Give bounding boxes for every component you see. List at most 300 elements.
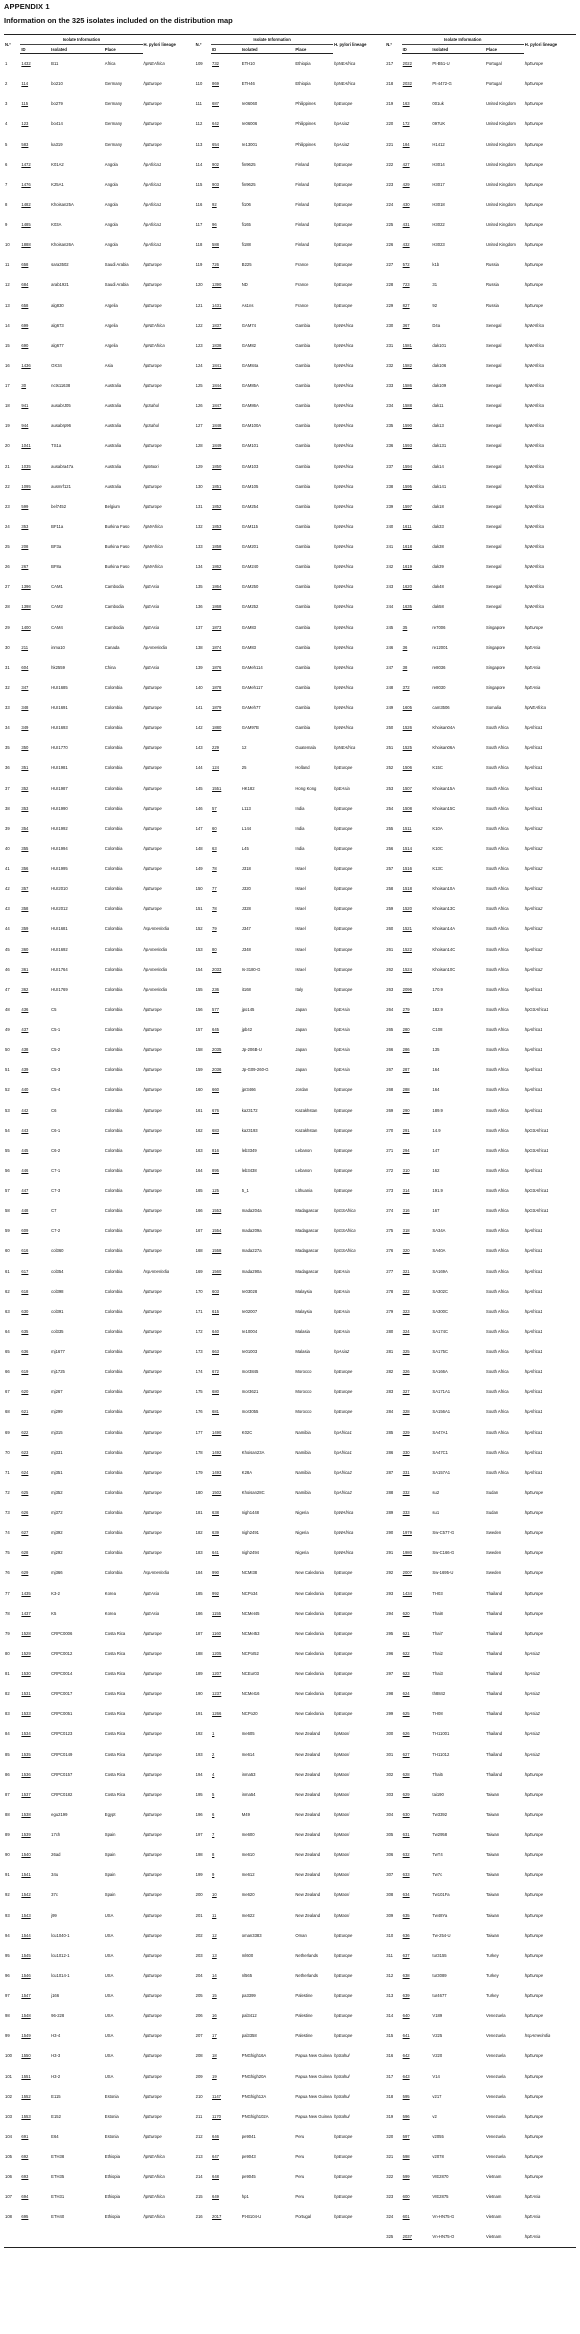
isolate-lineage: hpEurope [143,1550,162,1556]
isolate-lineage: hpEurope [524,1791,543,1797]
isolate-place: USA [104,2073,114,2079]
table-row [4,396,576,416]
isolate-place: Angola [104,161,118,167]
isolate-number: 234 [386,403,394,409]
isolate-name: GAM100A [241,423,262,429]
isolate-lineage: hpEurope [334,201,353,207]
table-row [4,758,576,778]
isolate-lineage: hpWAfrica [334,443,354,449]
isolate-number: 95 [5,1952,10,1958]
isolate-name: bo279 [51,101,63,107]
isolate-name [50,2227,104,2247]
isolate-name: tur3155 [432,1952,447,1958]
isolate-place: Colombia [104,745,123,751]
isolate-lineage: hpSahul [334,2113,350,2119]
isolate-name: dak14 [432,463,444,469]
isolate-lineage: hpEurope [143,1147,162,1153]
isolate-place: USA [104,1932,114,1938]
isolate-place: New Zealand [295,1731,321,1737]
table-row [4,1402,576,1422]
isolate-number: 164 [195,1167,203,1173]
isolate-lineage: hpWAfrica [334,644,354,650]
isolate-number: 147 [195,825,203,831]
isolate-name: v217 [432,2093,442,2099]
isolate-id: 1868 [212,604,222,610]
isolate-lineage: hpEurope [143,705,162,711]
isolate-id: 1437 [21,1610,31,1616]
isolate-id: 902 [212,161,219,167]
isolate-id: 2032 [402,81,412,87]
isolate-place: Taiwan [486,1872,500,1878]
isolate-place: Senegal [486,544,502,550]
isolate-id: 325 [402,1349,410,1355]
isolate-number: 37 [5,785,10,791]
isolate-name: HUI1994 [51,845,68,851]
isolate-lineage: hpEurope [143,1952,162,1958]
isolate-id: 1537 [21,1791,31,1797]
isolate-place: China [104,664,116,670]
isolate-number: 103 [5,2113,12,2119]
isolate-id: 360 [21,946,29,952]
isolate-number: 61 [5,1268,10,1274]
isolate-lineage: hpEAsia [143,664,160,670]
isolate-place: Senegal [486,564,502,570]
isolate-id: 438 [21,1047,29,1053]
isolate-id: 2096 [402,986,412,992]
isolate-lineage: hpAfrica2 [524,886,543,892]
isolate-number: 169 [195,1268,203,1274]
isolate-id: 627 [21,1530,29,1536]
isolate-place: Philippines [295,141,316,147]
isolate-name: mj1677 [51,1349,65,1355]
isolate-number: 188 [195,1650,203,1656]
isolate-id: 1398 [21,604,31,610]
isolate-id: 640 [402,2013,410,2019]
isolate-lineage: hpEurope [143,725,162,731]
table-row [4,577,576,597]
isolate-lineage: hpAfrica1 [524,1067,543,1073]
isolate-name: HK182 [241,785,255,791]
isolate-id: 577 [212,1006,219,1012]
isolate-id: 635 [21,1328,29,1334]
isolate-name: C7-3 [51,1188,61,1194]
isolate-lineage: hpAfrica1 [524,1409,543,1415]
isolate-lineage: hpEurope [143,2073,162,2079]
isolate-id: 676 [212,1107,219,1113]
isolate-lineage: hpAfrica1 [524,1288,543,1294]
isolate-lineage: hpWAfrica [524,544,544,550]
isolate-name: mada204a [241,1208,262,1214]
isolate-place: Senegal [486,362,502,368]
isolate-lineage: hpEurope [143,141,162,147]
isolate-lineage: hpWAfrica [524,342,544,348]
isolate-number: 108 [5,2214,12,2220]
table-row [4,1382,576,1402]
table-row [4,1865,576,1885]
isolate-name: Sw-C166-G [432,1550,455,1556]
isolate-number: 214 [195,2174,203,2180]
isolate-name: HUI1769 [51,986,68,992]
isolate-number: 245 [386,624,394,630]
isolate-number: 312 [386,1972,394,1978]
isolate-id: 328 [402,1409,410,1415]
isolate-id: 2035 [212,1047,222,1053]
isolate-name: TwT4 [432,1852,443,1858]
isolate-place: Colombia [104,1389,123,1395]
isolate-id: 681 [212,1409,219,1415]
isolate-name: Tw48Ya [432,1912,448,1918]
isolate-number: 180 [195,1489,203,1495]
isolate-id: 15 [212,1993,217,1999]
table-header [4,35,576,54]
isolate-number: 134 [195,564,203,570]
isolate-lineage: hpAsia2 [524,1691,540,1697]
table-row [4,999,576,1019]
table-row [4,255,576,275]
isolate-place: Taiwan [486,1832,500,1838]
isolate-place: New Caledonia [295,1610,324,1616]
isolate-name: 191.9 [432,1188,443,1194]
isolate-name: j166 [51,1993,60,1999]
isolate-name: mj352 [51,1489,63,1495]
isolate-id: 4 [212,1771,215,1777]
isolate-name: dak106 [432,362,447,368]
isolate-place: Gambia [295,423,311,429]
table-row [4,778,576,798]
isolate-place: France [295,302,309,308]
isolate-lineage: hpMaori [334,1832,350,1838]
isolate-name: jpb42 [241,1027,253,1033]
isolate-id: 603 [212,1288,219,1294]
isolate-id: 1879 [212,705,222,711]
isolate-number: 123 [195,342,203,348]
isolate-lineage: hpNEAfrica [143,2174,165,2180]
isolate-place: Senegal [486,403,502,409]
isolate-lineage: hpEurope [334,1972,353,1978]
isolate-id: 663 [212,1349,219,1355]
isolate-number: 199 [195,1872,203,1878]
isolate-place: Cambodia [104,604,124,610]
isolate-place: Japan [295,1006,307,1012]
isolate-id: 1041 [21,443,31,449]
isolate-number: 44 [5,926,10,932]
isolate-name: NCPo34 [241,1590,258,1596]
isolate-name: Khoisan14A [432,926,455,932]
isolate-lineage: hpWAfrica [524,322,544,328]
isolate-name: C6-1 [51,1127,61,1133]
isolate-id: 1874 [212,644,222,650]
header-id: ID [402,45,432,54]
isolate-name: v2055 [432,2133,444,2139]
isolate-number: 309 [386,1912,394,1918]
isolate-id: 2022 [402,61,412,67]
isolate-id: 236 [212,986,219,992]
isolate-name: C6-2 [51,1147,61,1153]
isolate-id: 1553 [212,1208,222,1214]
isolate-place: Colombia [104,1288,123,1294]
isolate-lineage: hpAfrica2 [334,1489,352,1495]
isolate-id: 1531 [21,1691,31,1697]
isolate-name: tai190 [432,1791,444,1797]
isolate-name: dak13 [432,423,444,429]
isolate-lineage: hpEurope [143,503,162,509]
isolate-lineage: hpEurope [524,201,543,207]
isolate-place: Australia [104,383,122,389]
isolate-lineage: hpEurope [143,1811,162,1817]
isolate-id: 1542 [21,1892,31,1898]
isolate-id: 672 [212,1369,219,1375]
isolate-number: 276 [386,1248,394,1254]
isolate-place: New Zealand [295,1872,321,1878]
isolate-name: GAM252 [241,604,259,610]
isolate-number: 281 [386,1349,394,1355]
isolate-place: Costa Rica [104,1671,126,1677]
isolate-id: 1534 [21,1731,31,1737]
isolate-name: C7 [51,1208,57,1214]
isolate-lineage: hpEurope [524,1892,543,1898]
isolate-name: Sw-C577-G [432,1530,455,1536]
isolate-lineage: hpWAfrica [334,564,354,570]
header-no: N.º [195,35,211,54]
isolate-id: 291 [402,1127,410,1133]
isolate-lineage: hpEurope [524,61,543,67]
isolate-number: 145 [195,785,203,791]
isolate-lineage: hpEurope [334,1711,353,1717]
isolate-name: fin9625 [241,181,256,187]
header-place: Place [485,45,524,54]
isolate-lineage: hpWAfrica [334,342,354,348]
isolate-id: 2017 [212,2214,222,2220]
isolate-name: mj1725 [51,1369,65,1375]
isolate-id: 18 [212,2053,217,2059]
isolate-lineage: hpEurope [334,845,353,851]
isolate-name: pal3358 [241,2033,257,2039]
isolate-name: Thai7 [432,1630,443,1636]
isolate-place: Gambia [295,725,311,731]
isolate-name: PNGhigh20A [241,2073,267,2079]
isolate-id: 869 [212,81,219,87]
isolate-name: SA156A1 [432,1409,451,1415]
isolate-id: 1529 [21,1650,31,1656]
isolate-lineage: hpEurope [334,805,353,811]
isolate-name: J328 [241,906,251,912]
isolate-lineage: hpWAfrica [334,684,354,690]
isolate-lineage: hpAsia2 [524,1731,540,1737]
isolate-number: 278 [386,1288,394,1294]
isolate-id: 1888 [21,242,31,248]
isolate-place: Taiwan [486,1932,500,1938]
table-row [4,1120,576,1140]
table-row [4,1945,576,1965]
isolate-number: 293 [386,1590,394,1596]
table-row [4,1664,576,1684]
isolate-place: South Africa [486,825,509,831]
isolate-lineage: hpEurope [143,81,162,87]
isolate-number: 177 [195,1429,203,1435]
isolate-lineage: hpMaori [334,1892,350,1898]
isolate-place: Colombia [104,1469,123,1475]
isolate-name: NCEur03 [241,1671,260,1677]
isolate-place: Malaysia [295,1288,312,1294]
isolate-lineage: hpNEAfrica [143,2214,165,2220]
isolate-lineage: hpEurope [334,2033,353,2039]
isolate-place: Angola [104,181,118,187]
isolate-id: 595 [402,2093,410,2099]
isolate-name: HUI1681 [51,926,68,932]
isolate-id: 1490 [212,1429,222,1435]
isolate-lineage: hpEurope [143,1972,162,1978]
isolate-id: 1838 [212,342,222,348]
isolate-place: Colombia [104,1188,123,1194]
isolate-id: 631 [402,1832,410,1838]
isolate-lineage: hpEurope [334,926,353,932]
isolate-name: SA174C [432,1328,449,1334]
isolate-id: 1482 [21,201,31,207]
isolate-number: 239 [386,503,394,509]
isolate-number: 48 [5,1006,10,1012]
isolate-number: 82 [5,1691,10,1697]
isolate-name: pa3399 [241,1993,256,1999]
isolate-id: 348 [21,705,29,711]
isolate-name: ETH10 [241,61,255,67]
isolate-number: 13 [5,302,10,308]
isolate-id: 358 [21,906,29,912]
isolate-number: 14 [5,322,10,328]
isolate-number: 317 [386,2073,394,2079]
isolate-lineage: hpAfrica1 [524,725,543,731]
isolate-place: Colombia [104,886,123,892]
isolate-place: Colombia [104,1409,123,1415]
isolate-name: jpr3466 [241,1087,256,1093]
table-row [4,1301,576,1321]
isolate-number: 143 [195,745,203,751]
isolate-number: 244 [386,604,394,610]
isolate-number: 295 [386,1630,394,1636]
isolate-id: 1095 [21,483,31,489]
isolate-place: Saudi Arabia [104,282,129,288]
isolate-name: As1ns [241,302,254,308]
isolate-id: 660 [212,1087,219,1093]
isolate-number: 51 [5,1067,10,1073]
isolate-place: South Africa [486,966,509,972]
isolate-lineage: hpEurope [524,2113,543,2119]
isolate-number: 264 [386,1006,394,1012]
isolate-number: 1 [5,61,8,67]
isolate-number: 101 [5,2073,12,2079]
isolate-name: K28A [241,1469,253,1475]
isolate-id: 1506 [402,765,412,771]
isolate-lineage: hpWAfrica [334,725,354,731]
isolate-name: oman3383 [241,1932,262,1938]
isolate-id: 19 [212,2073,217,2079]
isolate-number: 131 [195,503,203,509]
isolate-name: mor3055 [241,1409,259,1415]
isolate-id: 680 [212,1389,219,1395]
isolate-number: 211 [195,2113,203,2119]
isolate-name: K01A2 [51,161,64,167]
isolate-number: 41 [5,866,10,872]
isolate-name: dak48 [432,584,444,590]
isolate-place: Canada [104,644,120,650]
isolate-number: 113 [195,141,203,147]
isolate-place: France [295,262,309,268]
isolate-place: South Africa [486,1469,509,1475]
isolate-lineage: hpEAsia [524,644,541,650]
isolate-name: dak38 [432,544,444,550]
isolate-lineage: hpEurope [143,1349,162,1355]
isolate-id: 353 [21,805,29,811]
isolate-name: H3017 [432,181,445,187]
isolate-number: 288 [386,1489,394,1495]
isolate-id: 1594 [402,463,412,469]
isolate-place: Malasia [295,1349,310,1355]
isolate-number: 159 [195,1067,203,1073]
isolate-id: 10 [212,1892,217,1898]
isolate-number: 205 [195,1993,203,1999]
isolate-lineage: hpAfrica1 [334,1429,352,1435]
isolate-place: South Africa [486,866,509,872]
isolate-place: Colombia [104,684,123,690]
isolate-name: J320 [241,886,251,892]
isolate-name: Khoisan06A [432,745,455,751]
isolate-name: ETH35 [51,2174,65,2180]
isolate-id: 632 [402,1852,410,1858]
isolate-id: 114 [21,81,29,87]
table-row [4,838,576,858]
isolate-id: 1539 [21,1832,31,1838]
isolate-number: 18 [5,403,10,409]
isolate-place: New Zealand [295,1912,321,1918]
isolate-name: CAM1 [51,584,63,590]
isolate-number: 202 [195,1932,203,1938]
isolate-id: 642 [402,2053,410,2059]
isolate-name: CAM4 [51,624,63,630]
isolate-lineage: hpEurope [334,222,353,228]
isolate-name: GAM84a [241,362,259,368]
isolate-number: 116 [195,201,203,207]
isolate-name: ausabrp96 [51,423,71,429]
isolate-lineage: hpSahul [334,2093,350,2099]
table-row [4,1503,576,1523]
isolate-name: Tw2958 [432,1832,448,1838]
isolate-id: 1620 [402,584,412,590]
isolate-number: 127 [195,423,203,429]
isolate-lineage: hpAfrica1 [524,1167,543,1173]
isolate-place: Thailand [486,1751,503,1757]
isolate-id: 316 [402,1208,410,1214]
isolate-name: leb3438 [241,1167,257,1173]
isolate-place: Colombia [104,805,123,811]
isolate-lineage: hpEurope [143,1993,162,1999]
isolate-place: India [295,805,305,811]
table-row [4,1140,576,1160]
isolate-name: bo414 [51,121,63,127]
isolate-lineage: hpEurope [143,1832,162,1838]
isolate-number: 54 [5,1127,10,1133]
isolate-number: 314 [386,2013,394,2019]
isolate-place: Ethiopia [104,2214,120,2220]
isolate-number: 15 [5,342,10,348]
isolate-id: 115 [21,101,29,107]
isolate-lineage: hpEurope [143,1671,162,1677]
isolate-place: Germany [104,81,123,87]
isolate-lineage: hpEurope [524,121,543,127]
table-row [4,235,576,255]
isolate-place: Gambia [295,383,311,389]
isolate-lineage: hpNEAfrica [143,2154,165,2160]
isolate-lineage: hpEurope [143,1167,162,1173]
isolate-lineage: hpWAfrica [334,604,354,610]
